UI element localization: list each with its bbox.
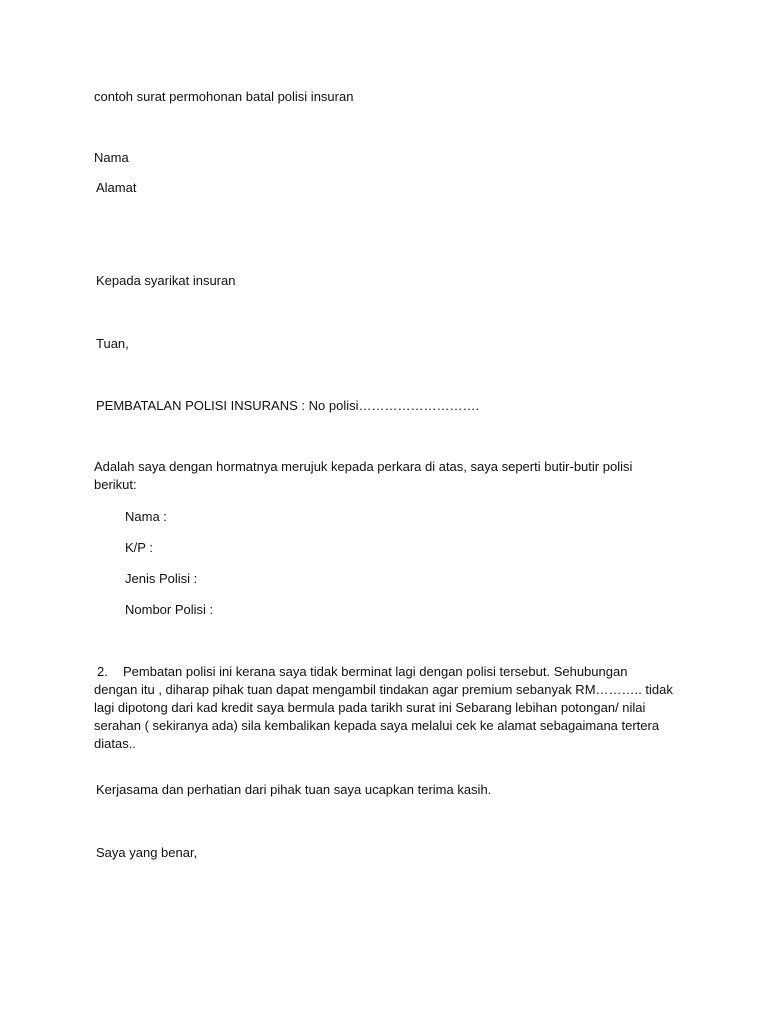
recipient-line: Kepada syarikat insuran [96,273,236,288]
sender-address-label: Alamat [96,180,137,195]
sender-name-label: Nama [94,150,129,165]
signoff: Saya yang benar, [96,845,198,860]
paragraph-2-text: Pembatan polisi ini kerana saya tidak berminat lagi dengan polisi tersebut. Sehubungan dengan itu , diharap pihak tuan dapat mengambil tindakan agar premium sebanyak RM……….. tidak lagi dipotong dari kad kredit saya bermula pada tarikh surat ini Sebarang lebihan potongan/ nilai serahan ( sekiranya ada) sila kembalikan kepada saya melalui cek ke alamat sebagaimana tertera diatas.. [94,664,673,751]
detail-name: Nama : [125,509,167,524]
paragraph-2 [94,663,674,753]
detail-policy-number: Nombor Polisi : [125,602,214,617]
document-heading: contoh surat permohonan batal polisi insuran [94,89,354,104]
detail-ic: K/P : [125,540,153,555]
paragraph-2-number: 2. [97,664,108,679]
intro-paragraph: Adalah saya dengan hormatnya merujuk kepada perkara di atas, saya seperti butir-butir polisi berikut: [94,459,633,492]
detail-policy-type: Jenis Polisi : [125,571,198,586]
subject-line: PEMBATALAN POLISI INSURANS : No polisi………………………. [96,398,480,413]
closing-thanks: Kerjasama dan perhatian dari pihak tuan saya ucapkan terima kasih. [96,782,492,797]
salutation: Tuan, [96,336,129,351]
